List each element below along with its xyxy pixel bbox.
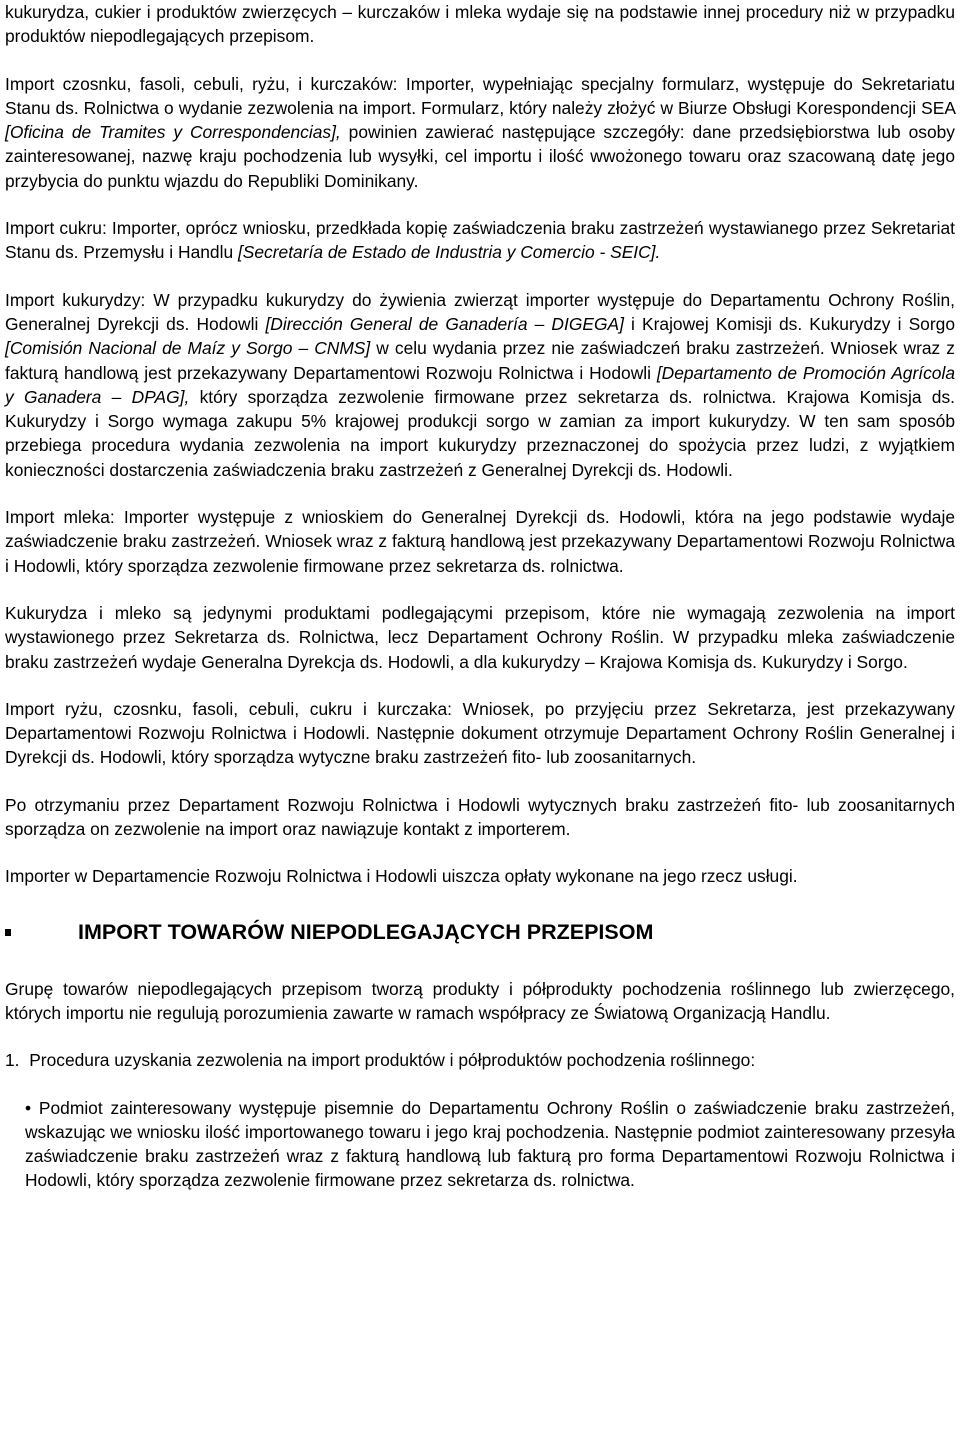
bullet-dot-icon: • [25, 1097, 32, 1118]
square-bullet-icon [5, 929, 11, 936]
bullet-text: Podmiot zainteresowany występuje pisemnie do Departamentu Ochrony Roślin o zaświadczenie braku zastrzeżeń, wskazując we wniosku ilość importowanego towaru i jego kraj pochodzenia. Następnie podmiot zainteresowany przesyła zaświadczenie braku zastrzeżeń wraz z fakturą handlową lub fakturą pro forma Departamentowi Rozwoju Rolnictwa i Hodowli, który sporządza zezwolenie firmowane przez sekretarza ds. rolnictwa. [25, 1097, 955, 1191]
text-run: i Krajowej Komisji ds. Kukurydzy i Sorgo [623, 313, 955, 334]
text-run: Importer w Departamencie Rozwoju Rolnictwa i Hodowli uiszcza opłaty wykonane na jego rzecz usługi. [5, 866, 798, 887]
text-run: Import ryżu, czosnku, fasoli, cebuli, cukru i kurczaka: Wniosek, po przyjęciu przez Sekretarza, jest przekazywany Departamentowi Rozwoju Rolnictwa i Hodowli. Następnie dokument otrzymuje Departament Ochrony Roślin Generalnej i Dyrekcji ds. Hodowli, który sporządza wytyczne braku zastrzeżeń fito- lub zoosanitarnych. [5, 698, 955, 768]
text-run: Kukurydza i mleko są jedynymi produktami podlegającymi przepisom, które nie wymagają zezwolenia na import wystawionego przez Sekretarza ds. Rolnictwa, lecz Departament Ochrony Roślin. W przypadku mleka zaświadczenie braku zastrzeżeń wydaje Generalna Dyrekcja ds. Hodowli, a dla kukurydzy – Krajowa Komisja ds. Kukurydzy i Sorgo. [5, 602, 955, 672]
paragraph-p2 [5, 72, 955, 193]
text-run: kukurydza, cukier i produktów zwierzęcych – kurczaków i mleka wydaje się na podstawie innej procedury niż w przypadku produktów niepodlegających przepisom. [5, 2, 955, 47]
text-run: powinien zawierać następujące szczegóły: dane przedsiębiorstwa lub osoby zainteresowanej, nazwę kraju pochodzenia lub wysyłki, cel importu i ilość wwożonego towaru oraz szacowaną datę jego przybycia do punktu wjazdu do Republiki Dominikany. [5, 122, 955, 191]
text-run: w celu wydania przez nie zaświadczeń braku zastrzeżeń. Wniosek wraz z fakturą handlową jest przekazywany Departamentowi Rozwoju Rolnictwa i Hodowli [5, 338, 955, 383]
italic-term: [Oficina de Tramites y Correspondencias], [5, 122, 341, 143]
italic-term: [Secretaría de Estado de Industria y Comercio - SEIC]. [237, 242, 661, 263]
italic-term: [Dirección General de Ganadería – DIGEGA] [265, 313, 624, 334]
text-run: Import cukru: Importer, oprócz wniosku, przedkłada kopię zaświadczenia braku zastrzeżeń wystawianego przez Sekretariat Stanu ds. Przemysłu i Handlu [5, 218, 955, 263]
section-heading: IMPORT TOWARÓW NIEPODLEGAJĄCYCH PRZEPISOM [78, 919, 654, 944]
paragraph-p6 [5, 601, 955, 674]
bullet-item [9, 1096, 955, 1193]
paragraph-p8 [5, 793, 955, 842]
paragraph-p4 [5, 288, 955, 482]
text-run: który sporządza zezwolenie firmowane przez sekretarza ds. rolnictwa. Krajowa Komisja ds. Kukurydzy i Sorgo wymaga zakupu 5% krajowej produkcji sorgo w zamian za import kukurydzy. W ten sam sposób przebiega procedura wydania zezwolenia na import kukurydzy przeznaczonej do spożycia przez ludzi, z wyjątkiem konieczności dostarczenia zaświadczenia braku zastrzeżeń z Generalnej Dyrekcji ds. Hodowli. [5, 386, 955, 480]
text-run: Import czosnku, fasoli, cebuli, ryżu, i kurczaków: Importer, wypełniając specjalny formularz, występuje do Sekretariatu Stanu ds. Rolnictwa o wydanie zezwolenia na import. Formularz, który należy złożyć w Biurze Obsługi Korespondencji SEA [5, 73, 955, 118]
section-heading-row [5, 912, 955, 954]
italic-term: [Comisión Nacional de Maíz y Sorgo – CNMS] [5, 338, 371, 359]
numbered-item [5, 1048, 955, 1072]
numbered-item-text: Procedura uzyskania zezwolenia na import produktów i półproduktów pochodzenia roślinnego: [29, 1050, 756, 1071]
paragraph-p1 [5, 0, 955, 49]
text-run: Import mleka: Importer występuje z wnioskiem do Generalnej Dyrekcji ds. Hodowli, która na jego podstawie wydaje zaświadczenie braku zastrzeżeń. Wniosek wraz z fakturą handlową jest przekazywany Departamentowi Rozwoju Rolnictwa i Hodowli, który sporządza zezwolenie firmowane przez sekretarza ds. rolnictwa. [5, 507, 955, 576]
text-run: Import kukurydzy: W przypadku kukurydzy do żywienia zwierząt importer występuje do Departamentu Ochrony Roślin, Generalnej Dyrekcji ds. Hodowli [5, 289, 955, 334]
italic-term: [Departamento de Promoción Agrícola y Ganadera – DPAG], [5, 362, 955, 407]
section-intro-paragraph: Grupę towarów niepodlegających przepisom tworzą produkty i półprodukty pochodzenia roślinnego lub zwierzęcego, których importu nie regulują porozumienia zawarte w ramach współpracy ze Światową Organizacją Handlu. [5, 978, 955, 1023]
body-text [5, 0, 955, 912]
numbered-item-number: 1. [5, 1050, 20, 1071]
text-run: Po otrzymaniu przez Departament Rozwoju Rolnictwa i Hodowli wytycznych braku zastrzeżeń fito- lub zoosanitarnych sporządza on zezwolenie na import oraz nawiązuje kontakt z importerem. [5, 794, 955, 840]
paragraph-p5 [5, 505, 955, 578]
paragraph-p9 [5, 864, 955, 888]
paragraph-p7 [5, 697, 955, 770]
document-page [5, 0, 955, 1193]
paragraph-p3 [5, 216, 955, 265]
